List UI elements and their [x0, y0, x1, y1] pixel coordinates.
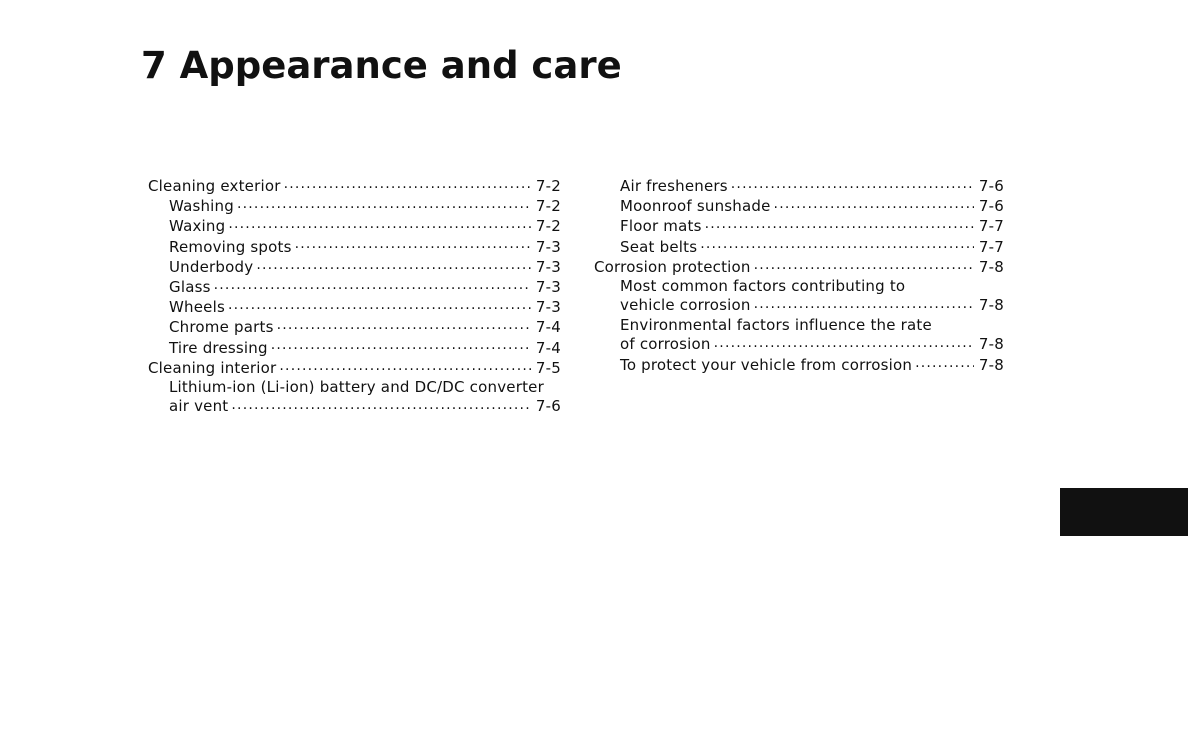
leader-dots: [237, 196, 531, 211]
toc-entry-label: Washing: [169, 197, 234, 216]
leader-dots: [277, 317, 531, 332]
toc-entry-label: Corrosion protection: [594, 257, 751, 276]
leader-dots: [228, 216, 531, 231]
toc-entry-label: Wheels: [169, 298, 225, 317]
toc-entry-page: 7-6: [978, 177, 1004, 195]
leader-dots: [754, 295, 974, 310]
toc-entry[interactable]: [148, 257, 561, 277]
toc-entry-multiline[interactable]: [594, 277, 1004, 314]
toc-right-column: [594, 176, 1004, 375]
leader-dots: [705, 216, 974, 231]
toc-entry-page: 7-3: [535, 278, 561, 297]
toc-left-column: [148, 176, 561, 415]
toc-entry-page: 7-7: [978, 217, 1004, 236]
toc-entry-label: Underbody: [169, 257, 254, 276]
toc-entry-page: 7-7: [978, 237, 1004, 256]
toc-entry-page: 7-3: [535, 257, 561, 276]
toc-entry[interactable]: [148, 237, 561, 257]
toc-entry-label-line1: Lithium-ion (Li-ion) battery and DC/DC converter: [169, 378, 544, 397]
toc-entry[interactable]: [594, 196, 1004, 216]
toc-entry-label: To protect your vehicle from corrosion: [620, 356, 913, 375]
toc-entry[interactable]: [148, 358, 561, 378]
toc-entry-label: Chrome parts: [169, 318, 274, 337]
toc-entry[interactable]: [148, 277, 561, 297]
toc-entry[interactable]: [148, 297, 561, 317]
toc-entry-label: Cleaning exterior: [148, 177, 281, 195]
toc-entry-label-line1: Most common factors contributing to: [620, 277, 906, 296]
toc-entry[interactable]: [148, 338, 561, 358]
toc-entry-label: Glass: [169, 278, 211, 297]
leader-dots: [231, 396, 531, 411]
toc-entry-label: Air fresheners: [620, 177, 728, 195]
leader-dots: [754, 257, 974, 272]
toc-entry-label-line1: Environmental factors influence the rate: [620, 316, 932, 335]
toc-entry-label: Waxing: [169, 217, 226, 236]
toc-entry-label: Moonroof sunshade: [620, 197, 771, 216]
toc-entry[interactable]: [148, 317, 561, 337]
toc-entry[interactable]: [148, 216, 561, 236]
toc-entry[interactable]: [594, 257, 1004, 277]
toc-entry-page: 7-3: [535, 298, 561, 317]
leader-dots: [214, 277, 531, 292]
toc-entry[interactable]: [148, 196, 561, 216]
toc-entry[interactable]: [594, 237, 1004, 257]
chapter-title: 7 Appearance and care: [141, 44, 622, 87]
leader-dots: [295, 237, 531, 252]
toc-entry-page: 7-6: [535, 397, 561, 416]
toc-entry-page: 7-8: [978, 296, 1004, 315]
toc-entry-page: 7-2: [535, 217, 561, 236]
toc-entry-multiline[interactable]: [148, 378, 561, 415]
toc-entry[interactable]: [594, 216, 1004, 236]
toc-entry-page: 7-6: [978, 197, 1004, 216]
toc-entry-page: 7-8: [978, 257, 1004, 276]
toc-entry-page: 7-4: [535, 318, 561, 337]
leader-dots: [714, 334, 974, 349]
toc-entry-page: 7-2: [535, 197, 561, 216]
toc-entry-page: 7-5: [535, 358, 561, 377]
toc-entry-label: Removing spots: [169, 237, 292, 256]
leader-dots: [915, 355, 974, 370]
leader-dots: [228, 297, 531, 312]
toc-entry[interactable]: [148, 176, 561, 196]
toc-entry-label-line2: of corrosion: [620, 335, 711, 354]
toc-entry-label: Seat belts: [620, 237, 698, 256]
leader-dots: [279, 358, 530, 373]
toc-entry-label: Cleaning interior: [148, 358, 277, 377]
toc-entry[interactable]: [594, 176, 1004, 196]
leader-dots: [256, 257, 531, 272]
leader-dots: [731, 176, 974, 191]
toc-entry-page: 7-3: [535, 237, 561, 256]
toc-entry-page: 7-8: [978, 335, 1004, 354]
leader-dots: [271, 338, 531, 353]
leader-dots: [774, 196, 974, 211]
toc-entry-multiline[interactable]: [594, 316, 1004, 353]
toc-entry-page: 7-2: [535, 177, 561, 195]
toc-entry-page: 7-8: [978, 356, 1004, 375]
leader-dots: [284, 176, 531, 191]
toc-entry[interactable]: [594, 355, 1004, 375]
toc-entry-label: Floor mats: [620, 217, 702, 236]
toc-entry-label: Tire dressing: [169, 338, 268, 357]
chapter-tab-marker: [1060, 488, 1188, 536]
leader-dots: [700, 237, 974, 252]
toc-entry-page: 7-4: [535, 338, 561, 357]
toc-entry-label-line2: air vent: [169, 397, 229, 416]
toc-entry-label-line2: vehicle corrosion: [620, 296, 751, 315]
